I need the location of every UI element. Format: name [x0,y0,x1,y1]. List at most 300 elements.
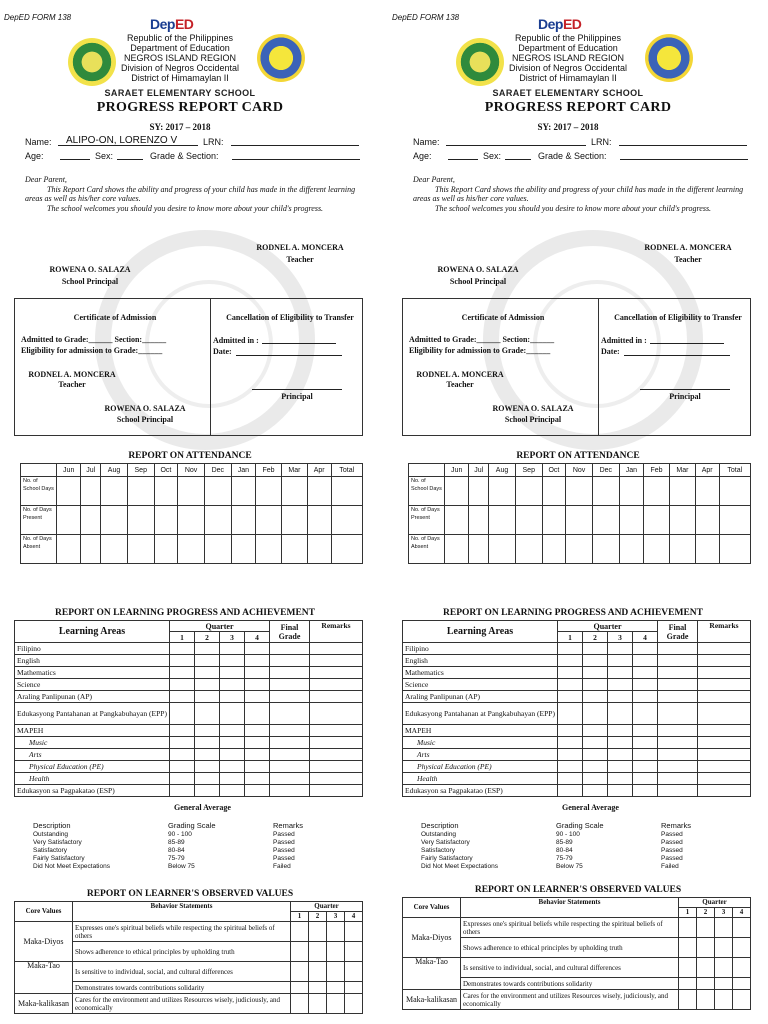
admitted-in-field[interactable] [262,334,336,344]
value-cell[interactable] [733,958,751,978]
remarks-cell[interactable] [310,667,363,679]
grade-cell[interactable] [558,703,583,725]
grade-cell[interactable] [170,725,195,737]
attendance-cell[interactable] [542,535,566,564]
observed-values-title: REPORT ON LEARNER'S OBSERVED VALUES [86,889,294,899]
grade-cell[interactable] [220,667,245,679]
grade-cell[interactable] [608,643,633,655]
attendance-cell[interactable] [542,506,566,535]
grade-cell[interactable] [170,761,195,773]
grade-cell[interactable] [170,749,195,761]
attendance-cell[interactable] [101,506,128,535]
subject-row [403,703,751,725]
grade-cell[interactable] [220,725,245,737]
grade-cell[interactable] [608,667,633,679]
attendance-cell[interactable] [178,477,205,506]
attendance-cell[interactable] [619,477,643,506]
value-cell[interactable] [679,938,697,958]
final-grade-cell[interactable] [270,679,310,691]
remarks-cell[interactable] [698,691,751,703]
remarks-cell[interactable] [698,785,751,797]
value-cell[interactable] [309,994,327,1014]
attendance-cell[interactable] [127,506,154,535]
age-field[interactable] [60,150,90,160]
final-grade-cell[interactable] [658,679,698,691]
grade-cell[interactable] [608,749,633,761]
attendance-cell[interactable] [515,535,542,564]
grade-cell[interactable] [558,679,583,691]
quarter-number: 2 [195,632,220,643]
attendance-cell[interactable] [231,506,255,535]
sex-field[interactable] [117,150,143,160]
month-header: Feb [256,464,282,477]
value-cell[interactable] [327,942,345,962]
attendance-cell[interactable] [445,506,469,535]
attendance-cell[interactable] [178,535,205,564]
value-cell[interactable] [715,978,733,990]
attendance-cell[interactable] [469,477,489,506]
value-cell[interactable] [733,990,751,1010]
remarks-cell[interactable] [698,761,751,773]
attendance-cell[interactable] [231,535,255,564]
grade-cell[interactable] [195,749,220,761]
grade-cell[interactable] [220,703,245,725]
grade-cell[interactable] [195,725,220,737]
grade-cell[interactable] [633,761,658,773]
attendance-cell[interactable] [469,506,489,535]
grade-cell[interactable] [195,785,220,797]
final-grade-cell[interactable] [658,725,698,737]
value-cell[interactable] [697,958,715,978]
attendance-cell[interactable] [515,477,542,506]
value-cell[interactable] [345,982,363,994]
value-cell[interactable] [291,942,309,962]
description-header: Description [421,821,459,830]
grade-cell[interactable] [245,737,270,749]
date-field[interactable] [236,346,342,356]
value-cell[interactable] [309,942,327,962]
attendance-cell[interactable] [281,535,307,564]
final-grade-cell[interactable] [270,655,310,667]
remarks-cell[interactable] [310,749,363,761]
value-cell[interactable] [679,990,697,1010]
grade-cell[interactable] [245,703,270,725]
attendance-cell[interactable] [566,477,593,506]
remarks-cell[interactable] [310,761,363,773]
grade-cell[interactable] [170,691,195,703]
remarks-cell[interactable] [310,703,363,725]
attendance-cell[interactable] [81,506,101,535]
remarks-cell[interactable] [698,749,751,761]
attendance-cell[interactable] [281,506,307,535]
final-grade-cell[interactable] [658,749,698,761]
deped-logo: DepED [538,16,582,32]
final-grade-cell[interactable] [270,785,310,797]
values-quarter-header: Quarter [291,902,363,912]
value-cell[interactable] [733,918,751,938]
grade-cell[interactable] [195,655,220,667]
heading-line: NEGROS ISLAND REGION [511,53,625,63]
attendance-cell[interactable] [256,535,282,564]
grade-cell[interactable] [245,773,270,785]
attendance-cell[interactable] [695,535,719,564]
remarks-cell[interactable] [698,725,751,737]
grade-cell[interactable] [195,679,220,691]
grade-cell[interactable] [195,773,220,785]
remarks-cell[interactable] [310,643,363,655]
attendance-cell[interactable] [307,535,331,564]
grade-cell[interactable] [633,749,658,761]
core-values-header: Core Values [15,902,73,922]
remarks-cell[interactable] [698,643,751,655]
grade-cell[interactable] [220,643,245,655]
attendance-cell[interactable] [619,535,643,564]
grade-cell[interactable] [170,737,195,749]
grade-cell[interactable] [558,691,583,703]
grade-cell[interactable] [608,761,633,773]
final-grade-cell[interactable] [658,773,698,785]
grade-cell[interactable] [245,785,270,797]
grade-cell[interactable] [245,679,270,691]
values-row [15,962,363,982]
remarks-cell[interactable] [698,737,751,749]
final-grade-cell[interactable] [270,667,310,679]
attendance-cell[interactable] [154,477,178,506]
attendance-cell[interactable] [331,506,362,535]
grade-cell[interactable] [170,643,195,655]
value-cell[interactable] [697,990,715,1010]
subject-name: Health [403,773,558,785]
subject-name: Araling Panlipunan (AP) [403,691,558,703]
grade-cell[interactable] [583,655,608,667]
grade-cell[interactable] [608,785,633,797]
grade-cell[interactable] [195,667,220,679]
grade-cell[interactable] [583,679,608,691]
remarks-cell[interactable] [698,655,751,667]
attendance-cell[interactable] [57,506,81,535]
lrn-field[interactable] [619,136,747,146]
attendance-cell[interactable] [695,506,719,535]
attendance-cell[interactable] [489,535,516,564]
attendance-cell[interactable] [331,477,362,506]
values-row [403,918,751,938]
attendance-cell[interactable] [445,477,469,506]
grade-cell[interactable] [170,703,195,725]
attendance-cell[interactable] [469,535,489,564]
grade-cell[interactable] [195,643,220,655]
teacher-title: Teacher [674,255,702,264]
values-row [15,922,363,942]
grade-cell[interactable] [608,691,633,703]
sex-field[interactable] [505,150,531,160]
grade-cell[interactable] [633,785,658,797]
grade-cell[interactable] [220,655,245,667]
month-header: Mar [669,464,695,477]
grade-cell[interactable] [608,679,633,691]
cert-principal-title: School Principal [116,415,174,424]
remarks-cell[interactable] [698,667,751,679]
attendance-cell[interactable] [307,477,331,506]
attendance-cell[interactable] [669,535,695,564]
value-cell[interactable] [679,978,697,990]
attendance-cell[interactable] [644,506,670,535]
grade-cell[interactable] [583,725,608,737]
grade-cell[interactable] [558,749,583,761]
value-cell[interactable] [309,982,327,994]
attendance-cell[interactable] [101,477,128,506]
value-cell[interactable] [309,922,327,942]
grade-cell[interactable] [245,667,270,679]
attendance-cell[interactable] [57,477,81,506]
attendance-cell[interactable] [127,477,154,506]
attendance-cell[interactable] [307,506,331,535]
attendance-cell[interactable] [489,477,516,506]
attendance-cell[interactable] [669,477,695,506]
remarks-scale-header: Remarks [273,821,304,830]
total-header: Total [331,464,362,477]
grade-cell[interactable] [583,749,608,761]
attendance-cell[interactable] [101,535,128,564]
attendance-cell[interactable] [542,477,566,506]
value-cell[interactable] [345,994,363,1014]
grade-cell[interactable] [195,703,220,725]
learning-areas-header: Learning Areas [15,621,170,643]
value-cell[interactable] [291,982,309,994]
grade-cell[interactable] [608,703,633,725]
attendance-cell[interactable] [178,506,205,535]
grade-cell[interactable] [583,773,608,785]
final-grade-cell[interactable] [270,749,310,761]
attendance-cell[interactable] [127,535,154,564]
final-grade-cell[interactable] [270,761,310,773]
attendance-cell[interactable] [231,477,255,506]
row-label: No. of Days Present [21,506,57,535]
grade-cell[interactable] [608,725,633,737]
value-cell[interactable] [327,994,345,1014]
attendance-cell[interactable] [281,477,307,506]
remarks-cell[interactable] [310,691,363,703]
final-grade-cell[interactable] [658,655,698,667]
remarks-cell[interactable] [310,737,363,749]
value-cell[interactable] [679,918,697,938]
attendance-cell[interactable] [566,506,593,535]
grade-cell[interactable] [583,643,608,655]
grade-cell[interactable] [558,643,583,655]
grade-cell[interactable] [633,773,658,785]
grade-cell[interactable] [583,737,608,749]
observed-values-title: REPORT ON LEARNER'S OBSERVED VALUES [474,885,682,895]
value-cell[interactable] [345,942,363,962]
attendance-cell[interactable] [719,477,750,506]
value-cell[interactable] [697,918,715,938]
grade-cell[interactable] [633,691,658,703]
remarks-cell[interactable] [310,655,363,667]
grade-cell[interactable] [170,667,195,679]
final-grade-cell[interactable] [658,691,698,703]
attendance-cell[interactable] [204,535,231,564]
grade-cell[interactable] [583,761,608,773]
admitted-in-label: Admitted in : [213,336,259,345]
value-cell[interactable] [327,922,345,942]
value-cell[interactable] [733,938,751,958]
value-cell[interactable] [715,958,733,978]
remarks-cell[interactable] [310,785,363,797]
grade-cell[interactable] [633,655,658,667]
grade-cell[interactable] [170,679,195,691]
grade-cell[interactable] [633,643,658,655]
admitted-in-field[interactable] [650,334,724,344]
grade-cell[interactable] [633,703,658,725]
final-grade-cell[interactable] [658,703,698,725]
grade-cell[interactable] [245,761,270,773]
final-grade-cell[interactable] [658,785,698,797]
age-field[interactable] [448,150,478,160]
grade-cell[interactable] [558,761,583,773]
final-grade-cell[interactable] [270,725,310,737]
report-card-right [388,0,768,1024]
attendance-cell[interactable] [566,535,593,564]
attendance-cell[interactable] [154,506,178,535]
grade-cell[interactable] [245,643,270,655]
grade-cell[interactable] [558,737,583,749]
grade-section-field[interactable] [232,150,360,160]
final-grade-cell[interactable] [658,737,698,749]
value-cell[interactable] [733,978,751,990]
grade-cell[interactable] [245,691,270,703]
grade-cell[interactable] [633,679,658,691]
value-cell[interactable] [309,962,327,982]
attendance-cell[interactable] [592,477,619,506]
value-cell[interactable] [697,938,715,958]
remarks-cell[interactable] [310,679,363,691]
lrn-field[interactable] [231,136,359,146]
grade-cell[interactable] [170,773,195,785]
grade-cell[interactable] [245,655,270,667]
value-cell[interactable] [697,978,715,990]
grade-cell[interactable] [583,691,608,703]
grade-cell[interactable] [220,749,245,761]
grade-cell[interactable] [558,655,583,667]
attendance-cell[interactable] [489,506,516,535]
remarks-cell[interactable] [310,773,363,785]
date-field[interactable] [624,346,730,356]
attendance-cell[interactable] [445,535,469,564]
grade-cell[interactable] [245,749,270,761]
remarks-cell[interactable] [310,725,363,737]
subject-name: Filipino [15,643,170,655]
grade-cell[interactable] [220,785,245,797]
attendance-cell[interactable] [204,506,231,535]
value-cell[interactable] [291,922,309,942]
attendance-cell[interactable] [331,535,362,564]
attendance-cell[interactable] [644,535,670,564]
value-cell[interactable] [291,962,309,982]
grade-cell[interactable] [608,773,633,785]
final-grade-cell[interactable] [658,761,698,773]
attendance-cell[interactable] [81,535,101,564]
value-cell[interactable] [291,994,309,1014]
value-cell[interactable] [715,990,733,1010]
grade-cell[interactable] [558,773,583,785]
grade-cell[interactable] [558,667,583,679]
attendance-cell[interactable] [256,506,282,535]
grade-cell[interactable] [633,667,658,679]
attendance-cell[interactable] [515,506,542,535]
grade-cell[interactable] [583,667,608,679]
final-grade-cell[interactable] [270,691,310,703]
month-header: Jan [231,464,255,477]
grade-section-field[interactable] [620,150,748,160]
name-field[interactable] [446,136,586,146]
grade-cell[interactable] [220,737,245,749]
attendance-cell[interactable] [57,535,81,564]
grade-description: Fairly Satisfactory [421,855,473,862]
value-cell[interactable] [345,962,363,982]
final-grade-cell[interactable] [270,643,310,655]
remarks-cell[interactable] [698,679,751,691]
final-grade-cell[interactable] [658,643,698,655]
final-grade-cell[interactable] [270,703,310,725]
grade-cell[interactable] [245,725,270,737]
grade-cell[interactable] [170,785,195,797]
attendance-cell[interactable] [592,506,619,535]
value-cell[interactable] [715,918,733,938]
grade-cell[interactable] [608,737,633,749]
value-cell[interactable] [345,922,363,942]
attendance-cell[interactable] [592,535,619,564]
value-cell[interactable] [327,962,345,982]
value-cell[interactable] [679,958,697,978]
remarks-cell[interactable] [698,703,751,725]
grade-cell[interactable] [195,761,220,773]
card-title: PROGRESS REPORT CARD [484,100,672,115]
date-label: Date: [601,347,620,356]
grade-cell[interactable] [220,773,245,785]
attendance-cell[interactable] [81,477,101,506]
subject-name: Health [15,773,170,785]
attendance-cell[interactable] [204,477,231,506]
grade-cell[interactable] [195,737,220,749]
grade-cell[interactable] [608,655,633,667]
attendance-cell[interactable] [695,477,719,506]
grade-cell[interactable] [220,679,245,691]
attendance-cell[interactable] [719,506,750,535]
grade-cell[interactable] [195,691,220,703]
grade-cell[interactable] [170,655,195,667]
attendance-cell[interactable] [256,477,282,506]
final-grade-cell[interactable] [270,773,310,785]
attendance-cell[interactable] [669,506,695,535]
attendance-cell[interactable] [644,477,670,506]
grade-cell[interactable] [558,725,583,737]
grade-cell[interactable] [583,703,608,725]
attendance-cell[interactable] [719,535,750,564]
attendance-cell[interactable] [154,535,178,564]
final-grade-cell[interactable] [270,737,310,749]
grade-cell[interactable] [558,785,583,797]
final-grade-cell[interactable] [658,667,698,679]
grade-cell[interactable] [633,725,658,737]
grade-cell[interactable] [633,737,658,749]
remarks-cell[interactable] [698,773,751,785]
grade-cell[interactable] [220,761,245,773]
grade-cell[interactable] [220,691,245,703]
value-cell[interactable] [327,982,345,994]
grade-cell[interactable] [583,785,608,797]
value-cell[interactable] [715,938,733,958]
attendance-cell[interactable] [619,506,643,535]
quarter-number: 3 [608,632,633,643]
